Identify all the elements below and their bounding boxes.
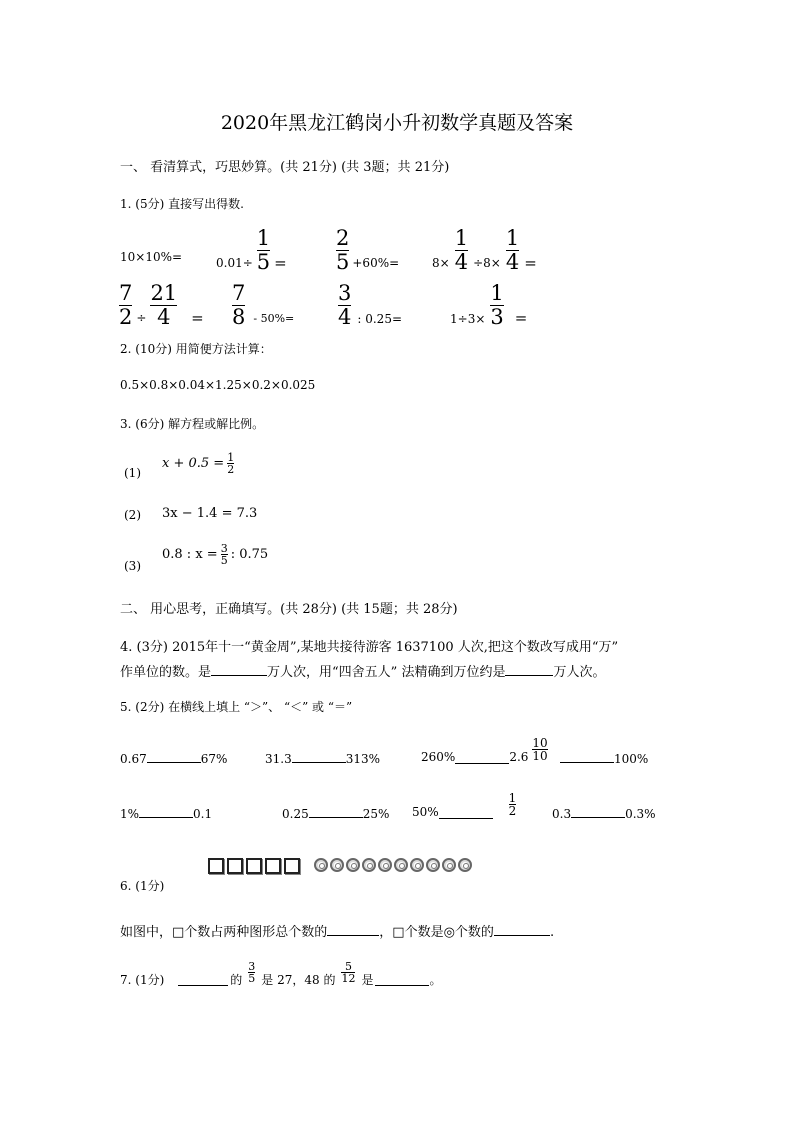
answer-blank[interactable] — [327, 923, 379, 936]
q1-r1-b-post: = — [274, 253, 287, 272]
fraction: $\frac{1}{5}$ — [256, 226, 271, 274]
q1-r1-d — [432, 228, 537, 273]
q1-header: 1. (5分) 直接写出得数. — [120, 197, 244, 211]
fraction: $\frac{7}{8}$ — [232, 281, 246, 329]
answer-blank[interactable] — [211, 663, 267, 676]
q1-r1-c-post: +60%= — [352, 255, 400, 270]
compare-right: 0.1 — [193, 807, 213, 821]
q5-r2-c — [412, 789, 516, 819]
q3-equation-3 — [162, 543, 268, 566]
q6-text-a: 如图中，□个数占两种图形总个数的 — [120, 925, 328, 940]
fraction: $\frac{1}{2}$ — [227, 451, 235, 476]
compare-right: 100% — [614, 752, 649, 766]
fraction: $\frac{1}{3}$ — [490, 281, 504, 329]
double-circle-icon — [314, 858, 328, 872]
fraction: $\frac{3}{5}$ — [248, 960, 256, 985]
q5-r1-d — [560, 750, 648, 766]
page-title: 2020年黑龙江鹤岗小升初数学真题及答案 — [220, 112, 574, 134]
q3-header: 3. (6分) 解方程或解比例。 — [120, 417, 265, 431]
answer-blank[interactable] — [292, 750, 346, 763]
q7-text-de: 的 — [230, 973, 243, 987]
q3-e2-label: (2) — [124, 508, 141, 522]
compare-right: 25% — [362, 807, 390, 821]
q5-r2-b — [282, 805, 389, 821]
q4-text-b: 万人次，用“四舍五人” 法精确到万位约是 — [267, 665, 506, 680]
equation-lhs: x + 0.5 = — [162, 456, 225, 471]
fraction: $\frac{3}{4}$ — [338, 281, 352, 329]
compare-left: 0.67 — [120, 752, 147, 766]
section-2-header: 二、 用心思考，正确填写。(共 28分) (共 15题；共 28分) — [120, 602, 458, 617]
q7 — [120, 957, 441, 988]
q4-text-c: 万人次。 — [553, 665, 606, 680]
square-icon — [265, 858, 281, 874]
q1-r2-b-post: - 50%= — [253, 312, 295, 325]
compare-right: 0.3% — [625, 807, 656, 821]
fraction: $\frac{3}{5}$ — [220, 542, 228, 567]
q1-r2-c-post: : 0.25= — [357, 311, 403, 326]
answer-blank[interactable] — [147, 750, 201, 763]
double-circle-icon — [442, 858, 456, 872]
q1-r2-d-post: = — [514, 308, 528, 327]
double-circle-icon — [330, 858, 344, 872]
compare-left: 260% — [421, 750, 456, 764]
q3-e1-label: (1) — [124, 466, 141, 480]
q1-r2-d-pre: 1÷3× — [450, 311, 486, 326]
q5-r1-b — [265, 750, 380, 766]
fraction: $\frac{21}{4}$ — [150, 281, 178, 329]
answer-blank[interactable] — [139, 805, 193, 818]
q6-text — [120, 921, 554, 940]
double-circle-icon — [346, 858, 360, 872]
q6-text-c: . — [549, 925, 555, 940]
proportion-lhs: 0.8 : x = — [162, 547, 218, 562]
q1-r2-d — [450, 283, 527, 328]
square-icon — [284, 858, 300, 874]
double-circle-icon — [394, 858, 408, 872]
q1-r2-c — [338, 283, 402, 328]
answer-blank[interactable] — [571, 805, 625, 818]
q1-r1-b — [216, 228, 287, 273]
q4-line-1: 4. (3分) 2015年十一“黄金周”,某地共接待游客 1637100 人次,把这个数改写成用“万” — [120, 640, 619, 655]
q3-equation-2: 3x − 1.4 = 7.3 — [162, 506, 258, 521]
q5-r1-a — [120, 750, 227, 766]
compare-left: 1% — [120, 807, 140, 821]
q4-line-2 — [120, 661, 605, 680]
q1-r1-d-pre: 8× — [432, 255, 450, 270]
double-circle-icon — [378, 858, 392, 872]
q5-r2-d — [552, 805, 656, 821]
q1-r1-c — [336, 228, 399, 273]
answer-blank[interactable] — [178, 973, 228, 986]
q4-text-a: 作单位的数。是 — [120, 665, 212, 680]
square-icon — [246, 858, 262, 874]
answer-blank[interactable] — [309, 805, 363, 818]
answer-blank[interactable] — [560, 750, 614, 763]
square-icon — [208, 858, 224, 874]
q7-text-shi: 是 — [361, 973, 374, 987]
q7-text-mid: 是 27，48 的 — [261, 973, 336, 987]
q1-r1-d-post: = — [524, 253, 537, 272]
q7-text-end: 。 — [429, 973, 442, 987]
fraction: $\frac{7}{2}$ — [119, 281, 133, 329]
q1-r2-a — [119, 283, 204, 328]
q3-e3-label: (3) — [124, 559, 141, 573]
q5-r2-a — [120, 805, 212, 821]
answer-blank[interactable] — [375, 973, 429, 986]
q2-header: 2. (10分) 用简便方法计算： — [120, 342, 272, 356]
fraction: $\frac{10}{10}$ — [532, 735, 548, 763]
answer-blank[interactable] — [455, 751, 509, 764]
compare-right: 2.6 — [509, 750, 529, 764]
q1-r2-a-post: = — [191, 308, 204, 327]
double-circle-icon — [426, 858, 440, 872]
compare-right: 67% — [200, 752, 228, 766]
answer-blank[interactable] — [494, 923, 550, 936]
square-shapes-figure — [208, 858, 300, 874]
q5-header: 5. (2分) 在横线上填上 “＞”、 “＜” 或 “＝” — [120, 700, 353, 714]
section-1-header: 一、 看清算式，巧思妙算。(共 21分) (共 3题；共 21分) — [120, 160, 450, 175]
fraction: $\frac{1}{4}$ — [454, 226, 469, 274]
q6-text-b: ，□个数是◎个数的 — [379, 925, 494, 940]
q7-label: 7. (1分) — [120, 973, 165, 987]
double-circle-icon — [410, 858, 424, 872]
answer-blank[interactable] — [505, 663, 553, 676]
fraction: $\frac{1}{2}$ — [508, 790, 517, 818]
double-circle-icon — [458, 858, 472, 872]
q5-r1-c — [421, 734, 548, 764]
square-icon — [227, 858, 243, 874]
q3-equation-1 — [162, 452, 234, 475]
circle-shapes-figure — [314, 858, 472, 872]
fraction: $\frac{2}{5}$ — [336, 226, 350, 274]
q1-r1-d-mid: ÷8× — [473, 255, 501, 270]
compare-right: 313% — [345, 752, 381, 766]
compare-left: 0.3 — [552, 807, 572, 821]
q6-header: 6. (1分) — [120, 879, 165, 893]
double-circle-icon — [362, 858, 376, 872]
compare-left: 50% — [412, 805, 439, 819]
compare-left: 0.25 — [282, 807, 309, 821]
proportion-rhs: : 0.75 — [230, 547, 269, 562]
q1-r2-b — [232, 283, 294, 328]
fraction: $\frac{5}{12}$ — [341, 960, 356, 985]
q1-r2-a-op: ÷ — [136, 310, 147, 325]
q2-expression: 0.5×0.8×0.04×1.25×0.2×0.025 — [120, 378, 316, 392]
q1-r1-a: 10×10%= — [120, 250, 183, 264]
fraction: $\frac{1}{4}$ — [505, 226, 520, 274]
answer-blank[interactable] — [439, 806, 493, 819]
compare-left: 31.3 — [265, 752, 292, 766]
q1-r1-b-pre: 0.01÷ — [216, 255, 253, 270]
